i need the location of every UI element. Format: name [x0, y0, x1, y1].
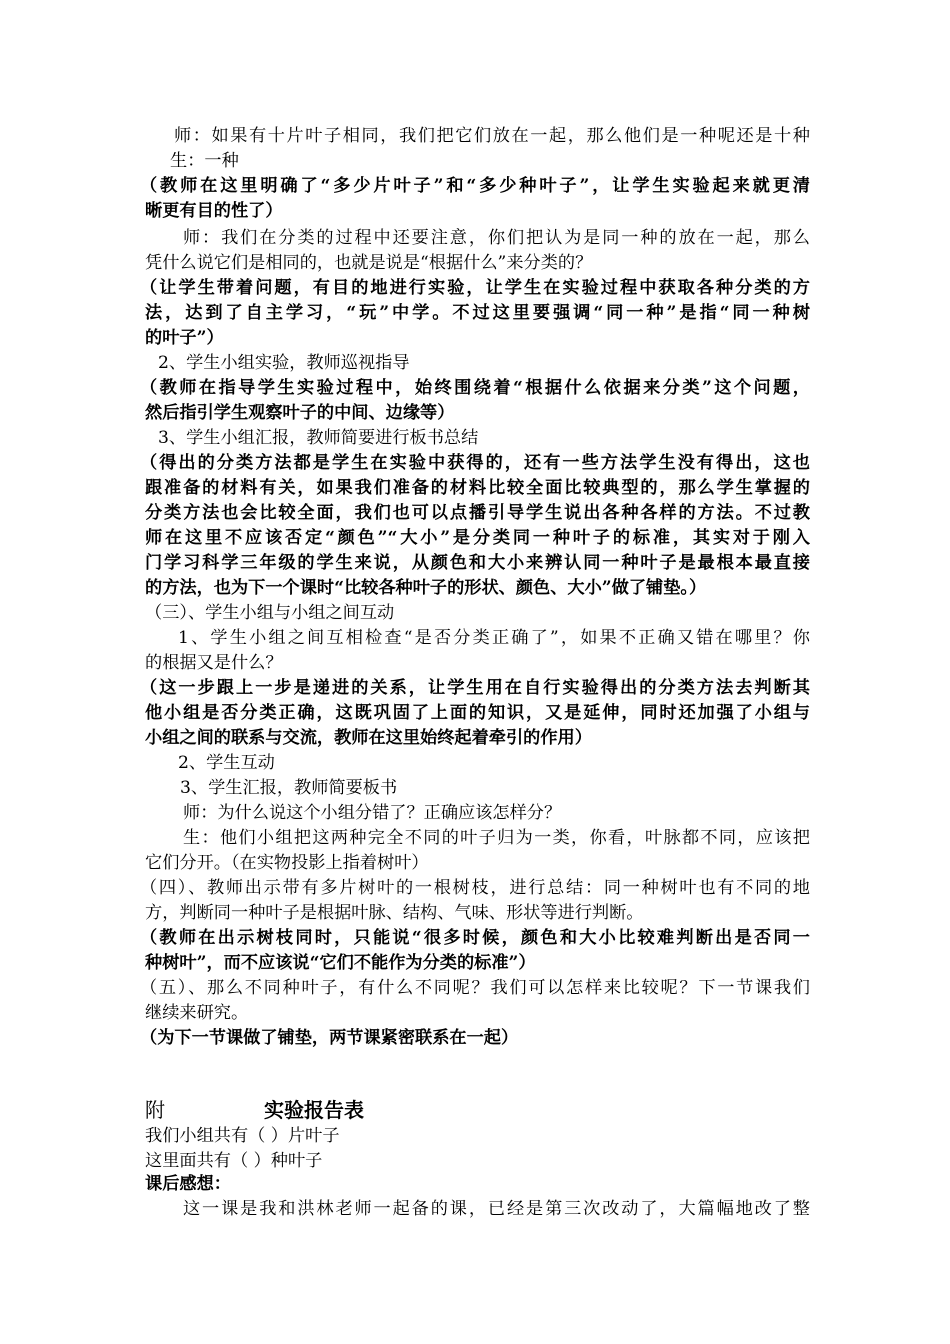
- text-line: 2、学生小组实验，教师巡视指导: [158, 353, 410, 373]
- appendix-label: 附: [145, 1098, 165, 1122]
- annotation-line: 跟准备的材料有关，如果我们准备的材料比较全面比较典型的，那么学生掌握的: [145, 478, 810, 498]
- annotation-line: 法，达到了自主学习，“玩”中学。不过这里要强调“同一种”是指“同一种树: [145, 303, 810, 323]
- text-line: 凭什么说它们是相同的，也就是说是“根据什么”来分类的？: [145, 253, 593, 273]
- annotation-line: 然后指引学生观察叶子的中间、边缘等）: [145, 403, 455, 423]
- annotation-line: 晰更有目的性了）: [145, 201, 283, 221]
- text-line: 它们分开。（在实物投影上指着树叶）: [145, 853, 429, 873]
- text-line: 3、学生小组汇报，教师简要进行板书总结: [158, 428, 479, 448]
- section-heading: （四）、教师出示带有多片树叶的一根树枝，进行总结：同一种树叶也有不同的地: [140, 878, 810, 898]
- text-line: 3、学生汇报，教师简要板书: [180, 778, 398, 798]
- annotation-line: 小组之间的联系与交流，教师在这里始终起着牵引的作用）: [145, 728, 592, 748]
- text-line: 方，判断同一种叶子是根据叶脉、结构、气味、形状等进行判断。: [145, 903, 644, 923]
- annotation-line: 的方法，也为下一个课时“比较各种叶子的形状、颜色、大小”做了铺垫。）: [145, 578, 707, 598]
- text-line: 2、学生互动: [178, 753, 275, 773]
- annotation-line: （教师在这里明确了“多少片叶子”和“多少种叶子”，让学生实验起来就更清: [140, 176, 810, 196]
- annotation-line: 他小组是否分类正确，这既巩固了上面的知识，又是延伸，同时还加强了小组与: [145, 703, 810, 723]
- text-line: 继续来研究。: [145, 1003, 249, 1023]
- text-line: 1、学生小组之间互相检查“是否分类正确了”，如果不正确又错在哪里？你: [178, 628, 810, 648]
- reflection-title: 课后感想：: [145, 1174, 231, 1194]
- annotation-line: （为下一节课做了铺垫，两节课紧密联系在一起）: [140, 1028, 519, 1048]
- annotation-line: （得出的分类方法都是学生在实验中获得的，还有一些方法学生没有得出，这也: [140, 453, 810, 473]
- text-line: 师：为什么说这个小组分错了？正确应该怎样分？: [183, 803, 562, 823]
- annotation-line: 的叶子”）: [145, 328, 224, 348]
- text-line: 生：一种: [170, 151, 239, 171]
- annotation-line: 门学习科学三年级的学生来说，从颜色和大小来辨认同一种叶子是最根本最直接: [145, 553, 810, 573]
- report-line-leaf-count: 我们小组共有（ ）片叶子: [145, 1126, 340, 1146]
- reflection-text: 这一课是我和洪林老师一起备的课，已经是第三次改动了，大篇幅地改了整: [183, 1199, 810, 1219]
- annotation-line: （这一步跟上一步是递进的关系，让学生用在自行实验得出的分类方法去判断其: [140, 678, 810, 698]
- annotation-line: 师在这里不应该否定“颜色”“大小”是分类同一种叶子的标准，其实对于刚入: [145, 528, 810, 548]
- report-line-kind-count: 这里面共有（ ）种叶子: [145, 1151, 323, 1171]
- annotation-line: 种树叶”，而不应该说“它们不能作为分类的标准”）: [145, 953, 536, 973]
- text-line: 师：如果有十片叶子相同，我们把它们放在一起，那么他们是一种呢还是十种: [174, 126, 810, 146]
- annotation-line: 分类方法也会比较全面，我们也可以点播引导学生说出各种各样的方法。不过教: [145, 503, 810, 523]
- section-heading: （五）、那么不同种叶子，有什么不同呢？我们可以怎样来比较呢？下一节课我们: [140, 978, 810, 998]
- annotation-line: （教师在出示树枝同时，只能说“很多时候，颜色和大小比较难判断出是否同一: [140, 928, 810, 948]
- appendix-title: 实验报告表: [264, 1098, 364, 1122]
- annotation-line: （让学生带着问题，有目的地进行实验，让学生在实验过程中获取各种分类的方: [140, 278, 810, 298]
- text-line: 师：我们在分类的过程中还要注意，你们把认为是同一种的放在一起，那么: [183, 228, 810, 248]
- text-line: 的根据又是什么？: [145, 653, 283, 673]
- text-line: 生：他们小组把这两种完全不同的叶子归为一类，你看，叶脉都不同，应该把: [183, 828, 810, 848]
- annotation-line: （教师在指导学生实验过程中，始终围绕着“根据什么依据来分类”这个问题，: [140, 378, 810, 398]
- section-heading: （三）、学生小组与小组之间互动: [145, 603, 395, 623]
